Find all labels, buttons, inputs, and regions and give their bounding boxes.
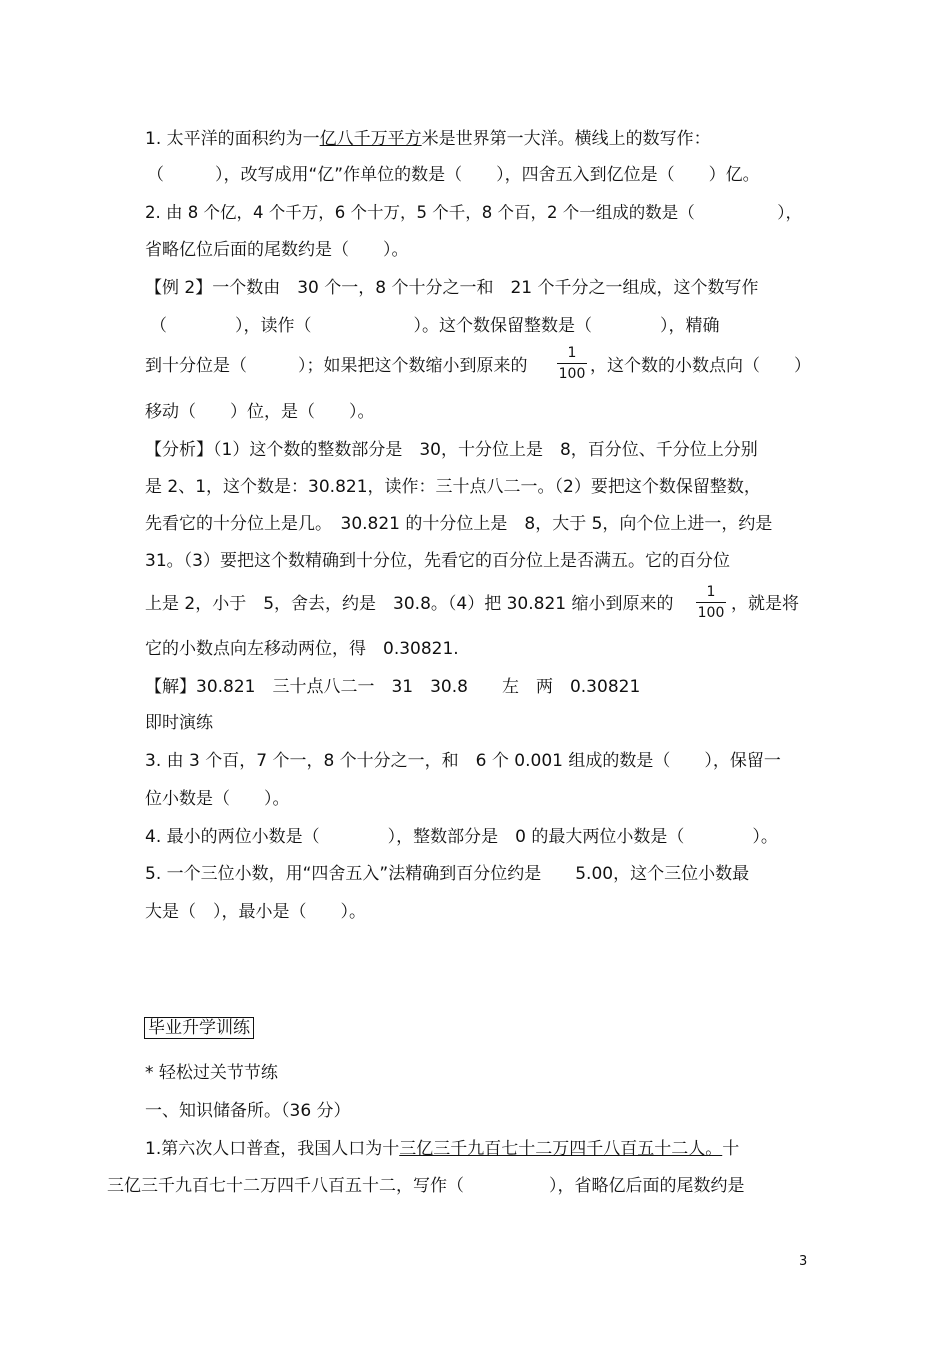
training-subheading: * 轻松过关节节练: [145, 1063, 278, 1083]
example-2-line-2: （ ），读作（ ）。这个数保留整数是（ ），精确: [150, 316, 720, 336]
example-2-line-3a: 到十分位是（ ）；如果把这个数缩小到原来的: [145, 356, 528, 376]
training-q1-text-b: 十: [722, 1139, 740, 1159]
solution-line: 【解】30.821 三十点八二一 31 30.8 左 两 0.30821: [145, 677, 641, 697]
question-5-line-2: 大是（ ），最小是（ ）。: [145, 902, 366, 922]
question-5-line-1: 5. 一个三位小数，用“四舍五入”法精确到百分位约是 5.00，这个三位小数最: [145, 864, 750, 884]
training-section-title: 一、知识储备所。（36 分）: [145, 1101, 351, 1121]
analysis-line-4: 31。（3）要把这个数精确到十分位，先看它的百分位上是否满五。它的百分位: [145, 551, 730, 571]
analysis-line-3: 先看它的十分位上是几。 30.821 的十分位上是 8，大于 5，向个位上进一，约是: [145, 514, 773, 534]
fraction-numerator: 1: [706, 584, 716, 600]
fraction-bar: [696, 602, 726, 603]
fraction-numerator: 1: [567, 345, 577, 361]
boxed-heading: 毕业升学训练: [144, 1017, 254, 1039]
example-2-line-4: 移动（ ）位，是（ ）。: [145, 402, 375, 422]
fraction-bar: [557, 363, 587, 364]
example-2-line-3b: ，这个数的小数点向（ ）: [590, 356, 811, 376]
analysis-line-1: 【分析】（1）这个数的整数部分是 30，十分位上是 8，百分位、千分位上分别: [145, 440, 758, 460]
analysis-line-5b: ，就是将: [731, 594, 799, 614]
training-q1-underlined: 三亿三千九百七十二万四千八百五十二人。: [399, 1139, 723, 1159]
question-4-line: 4. 最小的两位小数是（ ），整数部分是 0 的最大两位小数是（ ）。: [145, 827, 778, 847]
training-question-1-line-1: [145, 1138, 739, 1160]
fraction-denominator: 100: [558, 366, 586, 382]
example-2-fraction: [557, 345, 587, 382]
analysis-line-2: 是 2、1，这个数是：30.821，读作：三十点八二一。（2）要把这个数保留整数，: [145, 477, 761, 497]
example-2-line-1: 【例 2】一个数由 30 个一，8 个十分之一和 21 个千分之一组成，这个数写作: [145, 278, 759, 298]
problem-1-text-b: 米是世界第一大洋。横线上的数写作：: [421, 129, 711, 149]
problem-1-underlined-number: 亿八千万平方: [319, 129, 422, 149]
question-3-line-1: 3. 由 3 个百，7 个一，8 个十分之一，和 6 个 0.001 组成的数是（ ），保留一: [145, 751, 781, 771]
analysis-fraction: [696, 584, 726, 621]
training-q1-text-a: 1.第六次人口普查，我国人口为十: [145, 1139, 400, 1159]
training-question-1-line-2: 三亿三千九百七十二万四千八百五十二，写作（ ），省略亿后面的尾数约是: [107, 1176, 745, 1196]
fraction-denominator: 100: [697, 605, 725, 621]
problem-2-line-1: 2. 由 8 个亿，4 个千万，6 个十万，5 个千，8 个百，2 个一组成的数是（ ），: [145, 203, 802, 222]
practice-heading: 即时演练: [145, 713, 213, 733]
question-3-line-2: 位小数是（ ）。: [145, 789, 290, 809]
training-box-title: [144, 1017, 254, 1039]
analysis-line-5a: 上是 2，小于 5，舍去，约是 30.8。（4）把 30.821 缩小到原来的: [145, 594, 674, 614]
problem-1-line-2: （ ），改写成用“亿”作单位的数是（ ），四舍五入到亿位是（ ）亿。: [147, 165, 760, 185]
analysis-line-6: 它的小数点向左移动两位，得 0.30821.: [145, 639, 459, 659]
problem-1-line-1: [145, 128, 711, 150]
page-number: 3: [799, 1254, 808, 1269]
problem-2-line-2: 省略亿位后面的尾数约是（ ）。: [145, 240, 409, 260]
problem-1-text-a: 1. 太平洋的面积约为一: [145, 129, 320, 149]
